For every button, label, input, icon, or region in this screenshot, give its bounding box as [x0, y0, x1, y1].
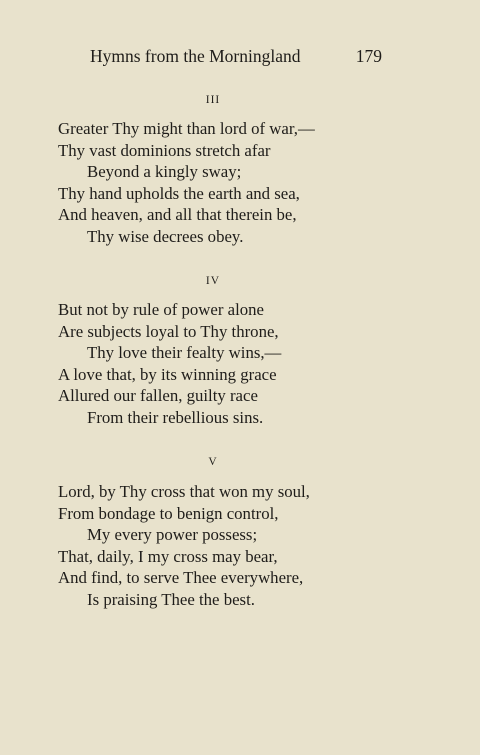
verse-line: Lord, by Thy cross that won my soul, [58, 482, 310, 501]
running-head-title: Hymns from the Morningland [90, 46, 301, 66]
stanza-5 [58, 481, 438, 611]
verse-line: Greater Thy might than lord of war,— [58, 119, 315, 138]
verse-line: Thy vast dominions stretch afar [58, 140, 271, 160]
verse-line: Beyond a kingly sway; [87, 162, 242, 182]
verse-line: Is praising Thee the best. [87, 589, 255, 609]
stanza-number-5: V [208, 456, 218, 468]
page-number: 179 [355, 46, 382, 66]
stanza-number-4: IV [205, 275, 221, 287]
verse-line: Thy hand upholds the earth and sea, [58, 183, 300, 203]
verse-line: That, daily, I my cross may bear, [58, 546, 278, 566]
stanza-3 [58, 118, 438, 248]
verse-line: Allured our fallen, guilty race [58, 386, 258, 406]
stanza-number-3: III [205, 94, 221, 106]
verse-line: Thy wise decrees obey. [87, 226, 244, 246]
verse-line: From their rebellious sins. [87, 407, 264, 427]
verse-line: My every power possess; [87, 525, 258, 545]
verse-line: Thy love their fealty wins,— [87, 343, 282, 363]
verse-line: A love that, by its winning grace [58, 364, 277, 384]
verse-line: But not by rule of power alone [58, 300, 264, 319]
stanza-4 [58, 299, 438, 429]
verse-line: Are subjects loyal to Thy throne, [58, 321, 279, 341]
running-head [90, 44, 390, 68]
verse-line: And find, to serve Thee everywhere, [58, 568, 304, 588]
verse-line: And heaven, and all that therein be, [58, 205, 297, 225]
verse-line: From bondage to benign control, [58, 503, 279, 523]
